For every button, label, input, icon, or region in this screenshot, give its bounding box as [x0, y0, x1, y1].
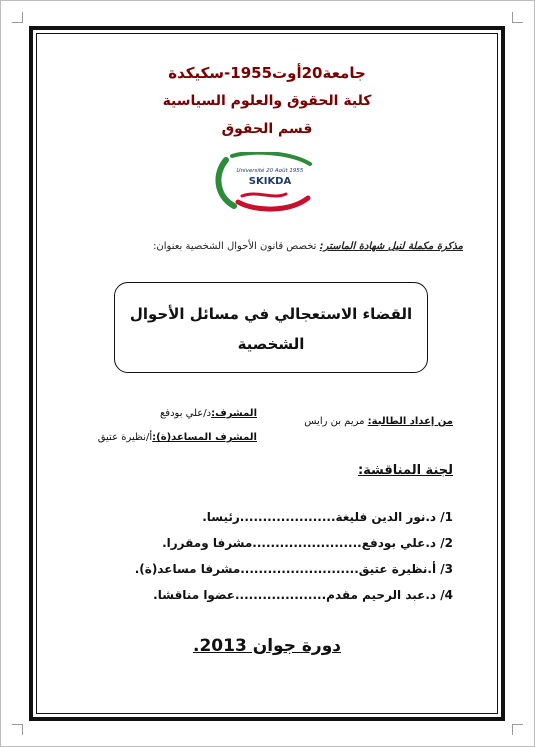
- faculty-name: كلية الحقوق والعلوم السياسية: [162, 93, 372, 109]
- crop-mark-top-left: [12, 12, 23, 23]
- committee-member: 4/ د.عبد الرحيم مقدم....................عضوا مناقشا.: [153, 588, 453, 602]
- thesis-title-line-1: القضاء الاستعجالي في مسائل الأحوال: [129, 305, 413, 323]
- memo-specialty: تخصص قانون الأحوال الشخصية بعنوان:: [153, 241, 320, 252]
- supervisor-name: د/علي بودفع: [159, 408, 212, 419]
- session-date: دورة جوان 2013.: [193, 636, 341, 656]
- memo-description: [153, 241, 463, 252]
- logo-caption: Université 20 Août 1955: [236, 168, 304, 174]
- thesis-title-line-2: الشخصية: [237, 335, 305, 353]
- university-logo: [212, 152, 324, 214]
- co-supervisor-label: المشرف المساعد(ة):: [152, 432, 257, 443]
- student-line: [304, 416, 453, 427]
- memo-lead: مذكرة مكملة لنيل شهادة الماستر:: [319, 241, 463, 252]
- logo-wordmark: SKIKDA: [248, 176, 292, 187]
- committee-member: 3/ أ.نظيرة عتيق..........................مشرفا مساعد(ة).: [134, 562, 453, 576]
- department-name: قسم الحقوق: [221, 121, 313, 137]
- co-supervisor-line: [98, 432, 257, 443]
- university-name: جامعة20أوت1955-سكيكدة: [168, 64, 366, 82]
- committee-title: لجنة المناقشة:: [357, 463, 453, 478]
- crop-mark-bottom-left: [12, 724, 23, 735]
- committee-member: 2/ د.علي بودفع........................مشرفا ومقررا.: [162, 536, 453, 550]
- supervisor-label: المشرف:: [211, 408, 257, 419]
- crop-mark-bottom-right: [512, 724, 523, 735]
- committee-member: 1/ د.نور الدين فليغة.....................رئيسا.: [202, 510, 453, 524]
- thesis-title-box: [114, 282, 428, 373]
- student-label: من إعداد الطالبة:: [367, 416, 453, 427]
- co-supervisor-name: أ/نظيرة عتيق: [97, 432, 153, 443]
- supervisor-line: [160, 408, 257, 419]
- student-name: مريم بن رايس: [304, 416, 368, 427]
- crop-mark-top-right: [512, 12, 523, 23]
